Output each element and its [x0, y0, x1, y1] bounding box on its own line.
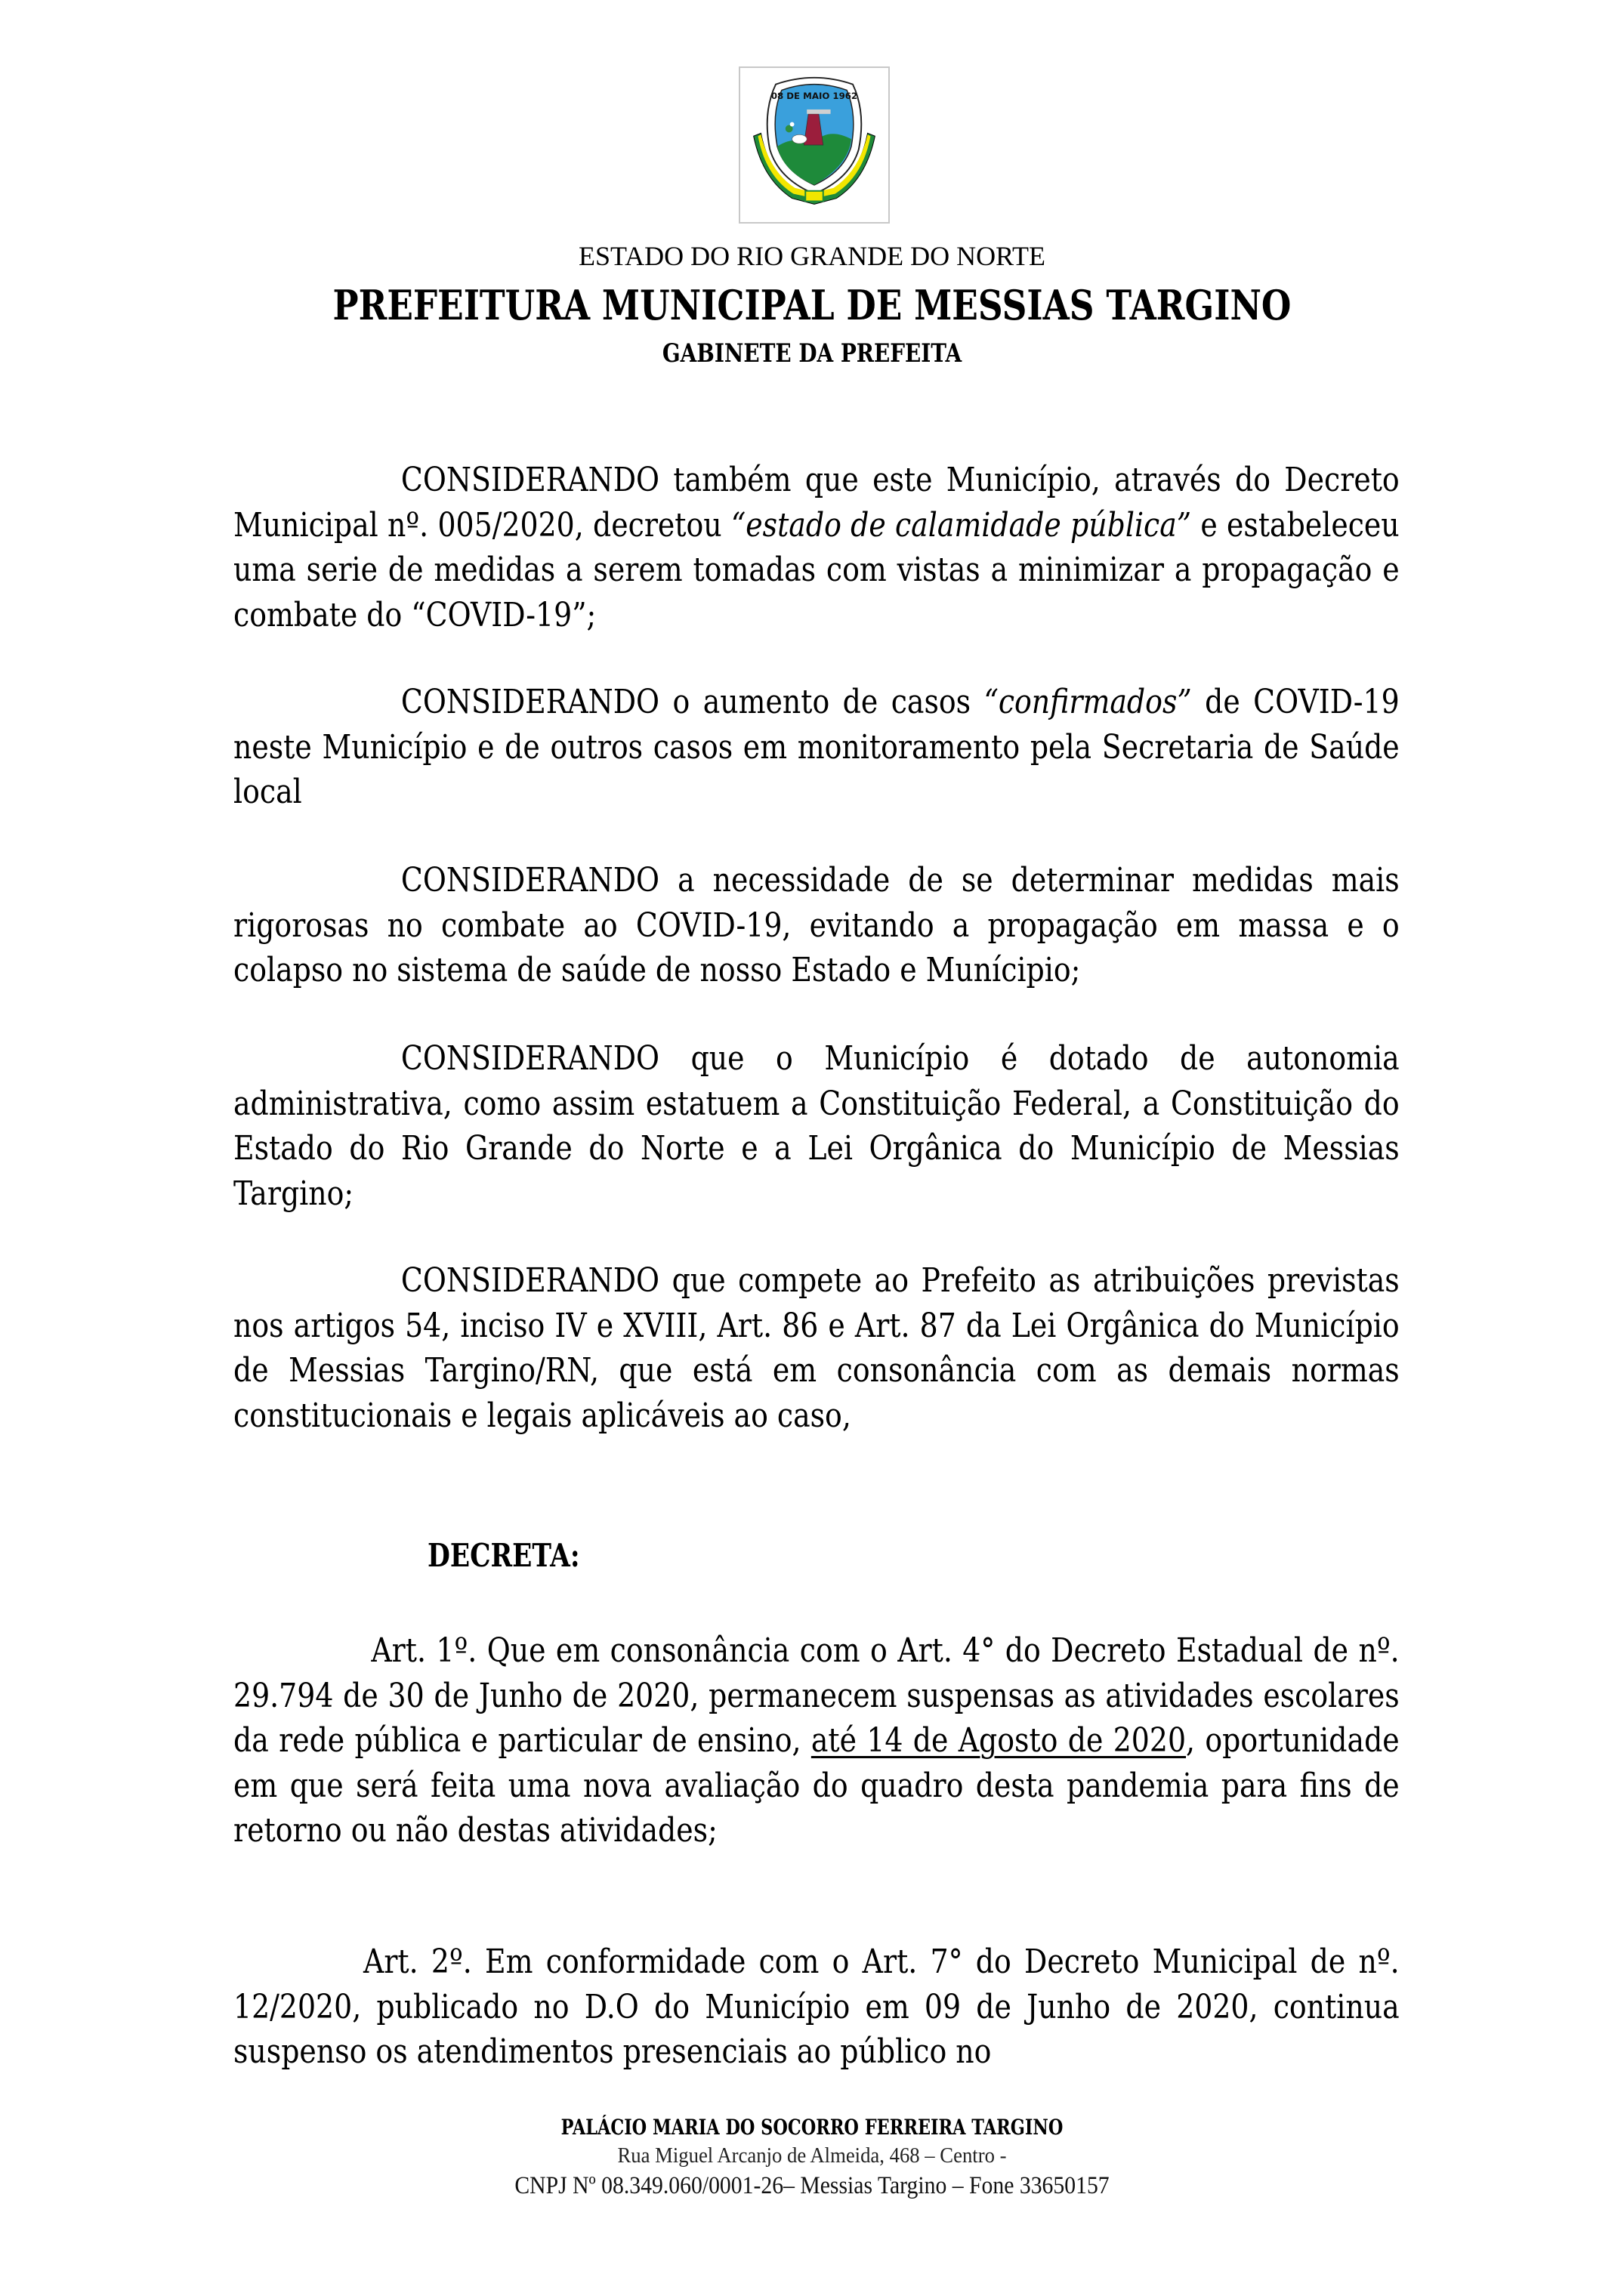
consideration-text: CONSIDERANDO a necessidade de se determinar medidas mais rigorosas no combate ao COVID-19, evitando a propagação em massa e o colapso no sistema de saúde de nosso Estado e Munícipio; — [233, 861, 1400, 989]
consideration-paragraph — [233, 858, 1400, 993]
article-paragraph — [233, 1940, 1400, 2075]
consideration-paragraph — [233, 458, 1400, 637]
underlined-deadline: até 14 de Agosto de 2020 — [810, 1721, 1187, 1760]
office-subtitle: GABINETE DA PREFEITA — [662, 338, 962, 369]
article-text: , oportunidade em que será feita uma nova avaliação do quadro desta pandemia para fins de retorno ou não destas atividades; — [233, 1721, 1400, 1850]
article-paragraph — [233, 1628, 1400, 1853]
consideration-text: CONSIDERANDO que o Município é dotado de autonomia administrativa, como assim estatuem a Constituição Federal, a Constituição do Estado do Rio Grande do Norte e a Lei Orgânica do Município de Messias Targino; — [233, 1039, 1400, 1213]
svg-text:08 DE MAIO 1962: 08 DE MAIO 1962 — [770, 91, 858, 102]
state-heading: ESTADO DO RIO GRANDE DO NORTE — [579, 241, 1045, 271]
footer-palace-name: PALÁCIO MARIA DO SOCORRO FERREIRA TARGINO — [560, 2115, 1064, 2140]
coat-of-arms-icon — [740, 68, 888, 222]
municipal-crest-logo — [739, 66, 890, 224]
decreta-heading: DECRETA: — [428, 1537, 580, 1574]
prefecture-title: PREFEITURA MUNICIPAL DE MESSIAS TARGINO — [332, 281, 1292, 329]
consideration-paragraph — [233, 680, 1400, 815]
consideration-text: CONSIDERANDO também que este Município, através do Decreto Municipal nº. 005/2020, decretou — [233, 461, 1400, 545]
footer-address: Rua Miguel Arcanjo de Almeida, 468 – Centro - — [617, 2143, 1007, 2168]
consideration-text: CONSIDERANDO o aumento de casos — [400, 683, 984, 721]
footer-cnpj-phone: CNPJ Nº 08.349.060/0001-26– Messias Targino – Fone 33650157 — [514, 2172, 1110, 2199]
article-text: Art. 1º. Que em consonância com o Art. 4° do Decreto Estadual de nº. 29.794 de 30 de Junho de 2020, permanecem suspensas as atividades escolares da rede pública e particular de ensino, — [233, 1631, 1400, 1760]
article-text: Art. 2º. Em conformidade com o Art. 7° do Decreto Municipal de nº. 12/2020, publicado no D.O do Município em 09 de Junho de 2020, continua suspenso os atendimentos presenciais ao público no — [233, 1943, 1400, 2071]
consideration-text: de COVID-19 neste Município e de outros casos em monitoramento pela Secretaria de Saúde local — [233, 683, 1400, 811]
consideration-text: CONSIDERANDO que compete ao Prefeito as atribuições previstas nos artigos 54, inciso IV e XVIII, Art. 86 e Art. 87 da Lei Orgânica do Município de Messias Targino/RN, que está em consonância com as demais normas constitucionais e legais aplicáveis ao caso, — [233, 1261, 1400, 1435]
consideration-text: e estabeleceu uma serie de medidas a serem tomadas com vistas a minimizar a propagação e combate do “COVID-19”; — [233, 505, 1400, 634]
consideration-paragraph — [233, 1036, 1400, 1216]
quoted-term: “estado de calamidade pública” — [730, 505, 1192, 545]
consideration-paragraph — [233, 1258, 1400, 1438]
quoted-term: “confirmados” — [983, 683, 1192, 721]
